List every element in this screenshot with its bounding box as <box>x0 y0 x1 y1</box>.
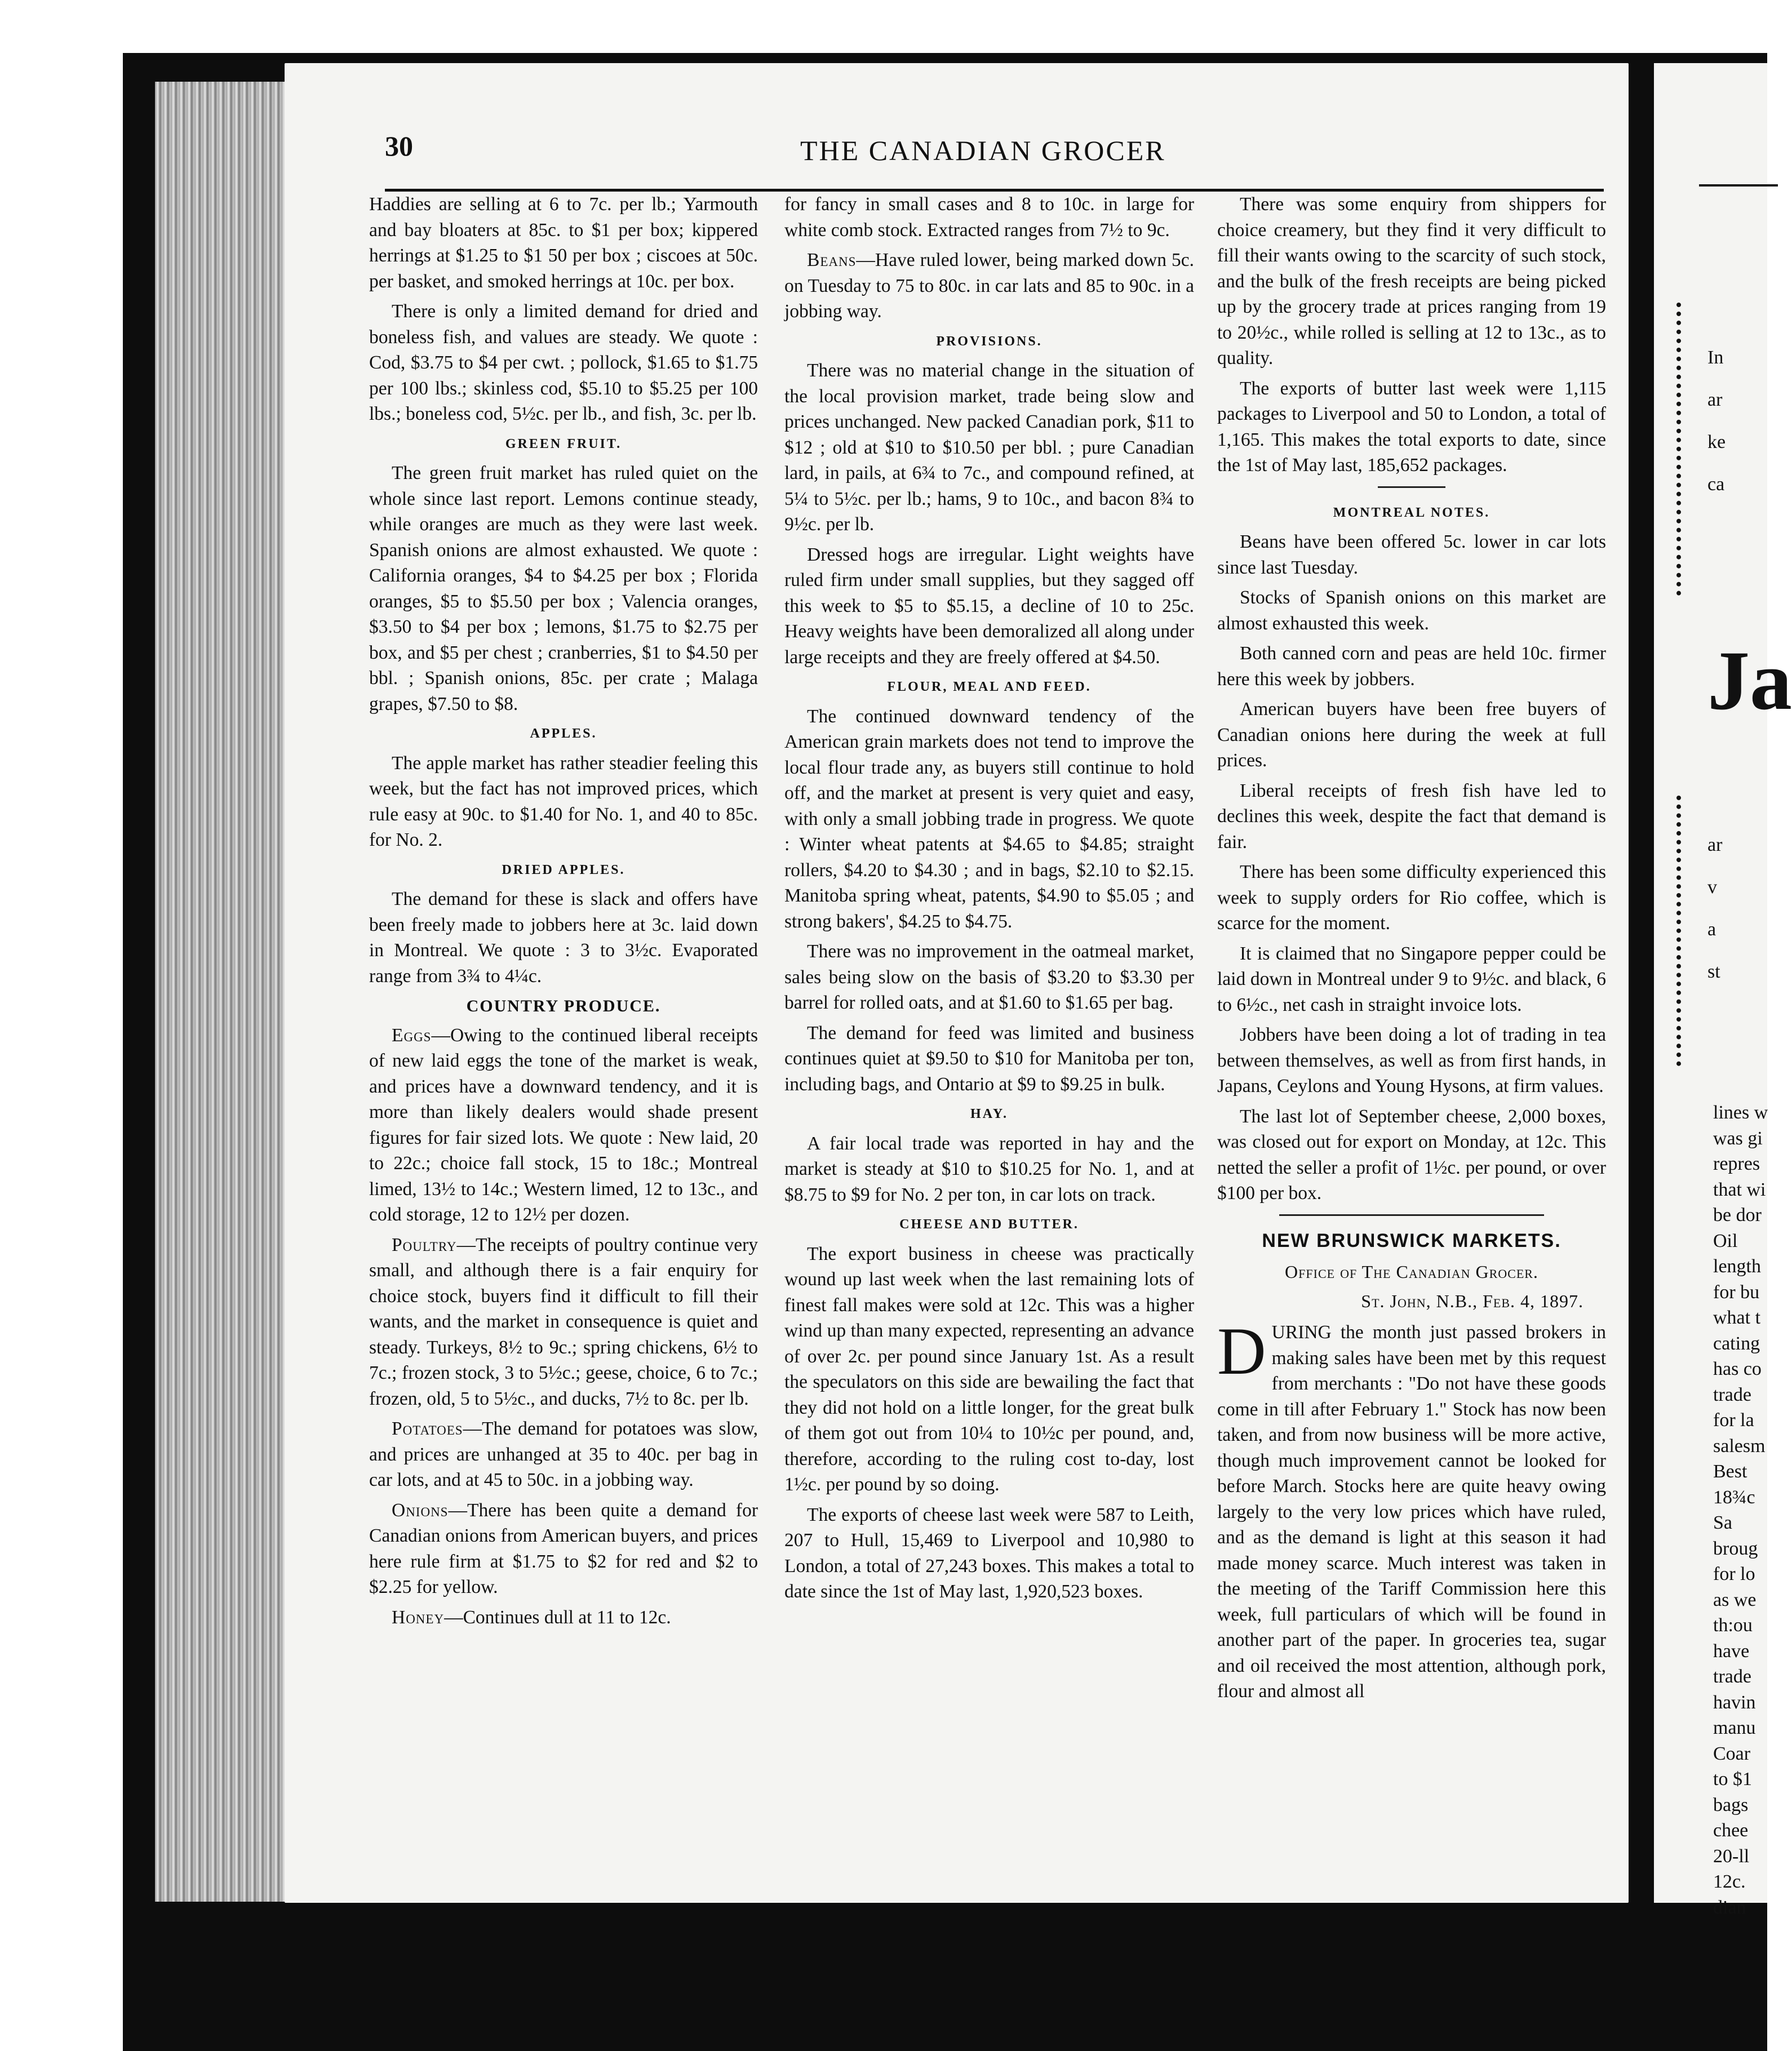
paragraph: There was some enquiry from shippers for choice creamery, but they find it very difficult to fill their wants owing to the scarcity of such stock, and the bulk of the fresh receipts are being picked up by the grocery trade at prices ranging from 19 to 20½c., while rolled is selling at 12 to 13c., as to quality. <box>1217 194 1606 369</box>
right-fragment: be dor <box>1713 1205 1762 1226</box>
right-fragment: trade <box>1713 1384 1751 1405</box>
right-fragment: a <box>1707 919 1716 940</box>
right-fragment: 18¾c <box>1713 1486 1755 1508</box>
paragraph: The demand for feed was limited and business continues quiet at $9.50 to $10 for Manitoba per ton, including bags, and Ontario at $9 to $9.25 in bulk. <box>784 1022 1194 1095</box>
page-number: 30 <box>385 130 413 162</box>
paragraph: There has been some difficulty experienced this week to supply orders for Rio coffee, which is scarce for the moment. <box>1217 862 1606 934</box>
right-fragment: manu <box>1713 1717 1756 1738</box>
right-fragment: for la <box>1713 1410 1754 1431</box>
page-edges <box>155 82 290 1902</box>
section-heading: HAY. <box>970 1107 1008 1121</box>
ornament-box-1 <box>1676 303 1681 596</box>
section-heading: APPLES. <box>530 726 597 741</box>
right-fragment: 12c. <box>1713 1871 1746 1892</box>
right-fragment: to $1 <box>1713 1769 1752 1790</box>
masthead: THE CANADIAN GROCER <box>800 135 1166 166</box>
right-fragment: bags <box>1713 1794 1749 1815</box>
divider <box>1279 1214 1544 1216</box>
right-fragment: repres <box>1713 1153 1760 1174</box>
paragraph: American buyers have been free buyers of Canadian onions here during the week at full prices. <box>1217 699 1606 771</box>
paragraph: There is only a limited demand for dried and boneless fish, and values are steady. We quote : Cod, $3.75 to $4 per cwt. ; pollock, $1.65 to $1.75 per 100 lbs.; skinless cod, $5.10 to $5.25 per 100 lbs.; boneless cod, 5½c. per lb., and fish, 3c. per lb. <box>369 301 758 424</box>
paragraph: There was no material change in the situation of the local provision market, trade being slow and prices unchanged. New packed Canadian pork, $11 to $12 ; old at $10 to $10.50 per bbl. ; pure Canadian lard, in pails, at 6¾ to 7c., and compound refined, at 5¼ to 5½c. per lb.; hams, 9 to 10c., and bacon 8¾ to 9½c. per lb. <box>784 360 1194 535</box>
right-fragment: Sa <box>1713 1512 1732 1533</box>
right-fragment: for lo <box>1713 1564 1755 1584</box>
paragraph: Stocks of Spanish onions on this market are almost exhausted this week. <box>1217 587 1606 634</box>
right-fragment: 20-ll <box>1713 1845 1750 1867</box>
section-heading: PROVISIONS. <box>936 334 1043 349</box>
right-fragment: chee <box>1713 1820 1749 1841</box>
right-fragment: was gi <box>1713 1127 1763 1149</box>
paragraph: The exports of cheese last week were 587 to Leith, 207 to Hull, 15,469 to Liverpool and 10,980 to London, a total of 27,243 boxes. This makes a total to date since the 1st of May last, 1,920,523 boxes. <box>784 1504 1194 1602</box>
paragraph: Liberal receipts of fresh fish have led to declines this week, despite the fact that demand is fair. <box>1217 780 1606 853</box>
right-fragment: ca <box>1707 474 1725 495</box>
ornament-box-2 <box>1676 796 1681 1066</box>
right-fragment: v <box>1707 877 1717 898</box>
paragraph: Jobbers have been doing a lot of trading in tea between themselves, as well as from first hands, in Japans, Ceylons and Young Hysons, at firm values. <box>1217 1024 1606 1096</box>
right-page-rule <box>1699 184 1778 187</box>
right-fragment: broug <box>1713 1538 1758 1559</box>
run-in-label: Onions <box>392 1499 449 1521</box>
paragraph-text: —Continues dull at 11 to 12c. <box>444 1606 671 1628</box>
paragraph: It is claimed that no Singapore pepper could be laid down in Montreal under 9 to 9½c. and black, 6 to 6½c., net cash in straight invoice lots. <box>1217 943 1606 1015</box>
paragraph <box>784 247 1194 325</box>
run-in-label: Honey <box>392 1606 445 1628</box>
paragraph: The export business in cheese was practically wound up last week when the last remaining lots of finest fall makes were sold at 12c. This was a higher wind up than many expected, representing an advance of over 2c. per pound since January 1st. As a result the speculators on this side are bewailing the fact that they did not hold on a little longer, for the great bulk of them got out from 10¼ to 10½c per pound, and, therefore, according to the ruling cost to-day, lost 1½c. per pound by so doing. <box>784 1243 1194 1495</box>
run-in-label: Beans <box>807 250 857 270</box>
article-heading: NEW BRUNSWICK MARKETS. <box>1262 1229 1562 1251</box>
right-fragment: cating <box>1713 1333 1760 1354</box>
run-in-label: Eggs <box>392 1024 432 1046</box>
paragraph-text: —There has been quite a demand for Canadian onions from American buyers, and prices here rule firm at $1.75 to $2 for red and $2 to $2.25 for yellow. <box>369 1499 758 1597</box>
section-heading: MONTREAL NOTES. <box>1333 505 1491 520</box>
right-fragment: Best <box>1713 1461 1747 1482</box>
right-fragment: ar <box>1707 834 1723 855</box>
column-2 <box>784 192 1194 1609</box>
section-heading: COUNTRY PRODUCE. <box>466 997 661 1015</box>
paragraph: The apple market has rather steadier feeling this week, but the fact has not improved prices, which rule easy at 90c. to $1.40 for No. 1, and 40 to 85c. for No. 2. <box>369 752 758 850</box>
paragraph-text: —The demand for potatoes was slow, and prices are unhanged at 35 to 40c. per bag in car lots, and at 45 to 50c. in a jobbing way. <box>369 1418 758 1490</box>
paragraph: Haddies are selling at 6 to 7c. per lb.; Yarmouth and bay bloaters at 85c. to $1 per box; kippered herrings at $1.25 to $1 50 per box ; ciscoes at 50c. per basket, and smoked herrings at 10c. per box. <box>369 194 758 292</box>
right-fragment: lines w <box>1713 1102 1768 1123</box>
paragraph: A fair local trade was reported in hay and the market is steady at $10 to $10.25 for No. 1, and at $8.75 to $9 for No. 2 per ton, in car lots on track. <box>784 1133 1194 1205</box>
paragraph <box>369 1498 758 1600</box>
right-fragment: th:ou <box>1713 1615 1753 1636</box>
right-fragment: dian <box>1713 1897 1746 1918</box>
paragraph <box>369 1232 758 1412</box>
right-fragment: length <box>1713 1256 1761 1277</box>
paragraph: Dressed hogs are irregular. Light weights have ruled firm under small supplies, but they sagged off this week to $5 to $5.15, a decline of 10 to 25c. Heavy weights have been demoralized all along under large receipts and they are freely offered at $4.50. <box>784 544 1194 668</box>
paragraph: Beans have been offered 5c. lower in car lots since last Tuesday. <box>1217 531 1606 578</box>
paragraph-text: —Owing to the continued liberal receipts of new laid eggs the tone of the market is weak, and prices have a downward tendency, and it is more than likely dealers would shade present figures for fair sized lots. We quote : New laid, 20 to 22c.; choice fall stock, 15 to 18c.; Montreal limed, 13½ to 14c.; Western limed, 12 to 13c., and cold storage, 12 to 12½ per dozen. <box>369 1024 758 1225</box>
run-in-label: Poultry <box>392 1234 457 1255</box>
right-fragment: that wi <box>1713 1179 1766 1200</box>
right-fragment: for bu <box>1713 1281 1760 1303</box>
dateline: St. John, N.B., Feb. 4, 1897. <box>1361 1290 1583 1311</box>
paragraph-text: —The receipts of poultry continue very small, and although there is a fair enquiry for choice stock, buyers find it difficult to fill their wants, and the market in consequence is quiet and steady. Turkeys, 8½ to 9c.; spring chickens, 6½ to 7c.; frozen stock, 3 to 5½c.; geese, choice, 6 to 7c.; frozen, old, 5 to 5½c., and ducks, 7½ to 8c. per lb. <box>369 1234 758 1409</box>
paragraph-text: —Have ruled lower, being marked down 5c. on Tuesday to 75 to 80c. in car lats and 85 to 90c. in a jobbing way. <box>784 250 1194 322</box>
right-fragment: In <box>1707 347 1724 368</box>
right-fragment: has co <box>1713 1359 1762 1379</box>
right-fragment: as we <box>1713 1589 1756 1610</box>
right-fragment: Oil <box>1713 1230 1738 1251</box>
paragraph <box>369 1605 758 1631</box>
paragraph <box>369 1416 758 1493</box>
paragraph: The demand for these is slack and offers have been freely made to jobbers here at 3c. laid down in Montreal. We quote : 3 to 3½c. Evaporated range from 3¾ to 4¼c. <box>369 889 758 987</box>
paragraph: The exports of butter last week were 1,115 packages to Liverpool and 50 to London, a total of 1,165. This makes the total exports to date, since the 1st of May last, 185,652 packages. <box>1217 378 1606 476</box>
paragraph: The green fruit market has ruled quiet on the whole since last report. Lemons continue steady, while oranges are much as they were last week. Spanish onions are almost exhausted. We quote : California oranges, $4 to $4.25 per box ; Florida oranges, $5 to $5.50 per box ; Valencia oranges, $3.50 to $4 per box ; lemons, $1.75 to $2.75 per box, and $5 per chest ; cranberries, $1 to $4.50 per bbl. ; Spanish onions, 85c. per crate ; Malaga grapes, $7.50 to $8. <box>369 463 758 714</box>
paragraph: There was no improvement in the oatmeal market, sales being slow on the basis of $3.20 to $3.30 per barrel for rolled oats, and at $1.60 to $1.65 per bag. <box>784 941 1194 1013</box>
paragraph <box>369 1023 758 1228</box>
section-heading: CHEESE AND BUTTER. <box>899 1217 1079 1232</box>
section-heading: DRIED APPLES. <box>502 862 626 877</box>
right-fragment: ke <box>1707 432 1726 452</box>
right-fragment: havin <box>1713 1692 1756 1713</box>
paragraph: Both canned corn and peas are held 10c. firmer here this week by jobbers. <box>1217 643 1606 690</box>
run-in-label: Potatoes <box>392 1418 463 1439</box>
paragraph: The last lot of September cheese, 2,000 boxes, was closed out for export on Monday, at 12c. This netted the seller a profit of 1½c. per pound, or over $100 per box. <box>1217 1106 1606 1204</box>
right-big-heading: Ja <box>1707 634 1792 727</box>
column-3 <box>1217 192 1606 1709</box>
section-heading: FLOUR, MEAL AND FEED. <box>887 680 1092 694</box>
paragraph-text: URING the month just passed brokers in making sales have been met by this request from merchants : "Do not have these goods come in till after February 1." Stock has now been taken, and from now business will be more active, though much improvement cannot be looked for before March. Stocks here are quite heavy owing largely to the very low prices which have ruled, and as the demand is light at this season it had made money scarce. Much interest was taken in the meeting of the Tariff Commission here this week, full particulars of which will be found in another part of the paper. In groceries tea, sugar and oil received the most attention, although pork, flour and almost all <box>1217 1322 1606 1702</box>
office-line: Office of The Canadian Grocer. <box>1285 1262 1538 1282</box>
column-1 <box>369 192 758 1635</box>
right-fragment: have <box>1713 1640 1750 1662</box>
right-fragment: salesm <box>1713 1435 1766 1457</box>
right-fragment: ar <box>1707 389 1723 410</box>
right-fragment: what t <box>1713 1307 1761 1328</box>
right-fragment: Coar <box>1713 1743 1751 1764</box>
right-fragment: st <box>1707 961 1720 982</box>
right-page <box>1654 63 1792 1918</box>
divider <box>1378 486 1445 488</box>
paragraph: for fancy in small cases and 8 to 10c. in large for white comb stock. Extracted ranges from 7½ to 9c. <box>784 194 1194 241</box>
section-heading: GREEN FRUIT. <box>505 436 622 451</box>
paragraph: The continued downward tendency of the American grain markets does not tend to improve the local flour trade any, as buyers still continue to hold off, and the market at present is very quiet and easy, with only a small jobbing trade in progress. We quote : Winter wheat patents at $4.65 to $4.85; straight rollers, $4.20 to $4.30 ; and in bags, $2.10 to $2.15. Manitoba spring wheat, patents, $4.90 to $5.05 ; and strong bakers', $4.25 to $4.75. <box>784 705 1194 932</box>
drop-cap: D <box>1217 1313 1266 1388</box>
paragraph <box>1217 1313 1606 1704</box>
right-fragment: trade <box>1713 1666 1751 1687</box>
